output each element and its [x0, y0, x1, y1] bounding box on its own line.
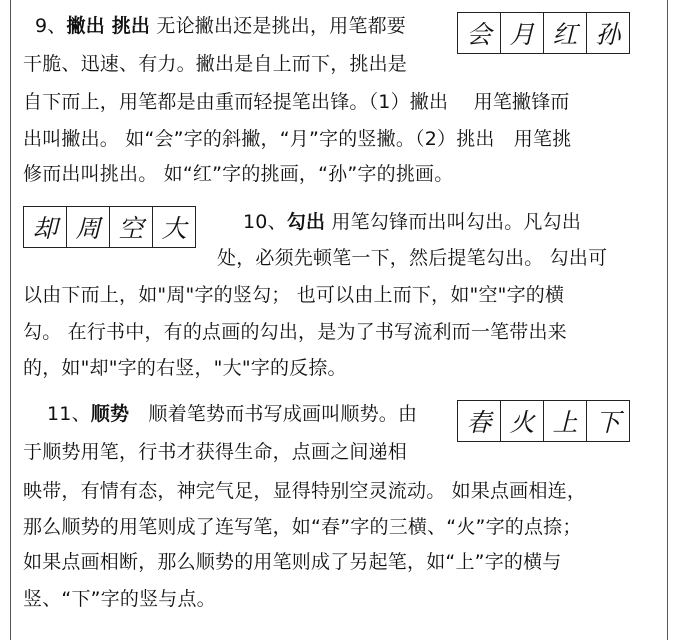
- section-11-line-1: 顺着笔势而书写成画叫顺势。由: [129, 403, 418, 425]
- section-11-line-6: 竖、“下”字的竖与点。: [23, 588, 216, 610]
- section-10-example-strip: [23, 206, 196, 248]
- example-char-chun: 春: [466, 408, 492, 437]
- section-10-line-3: 以由下而上，如"周"字的竖勾； 也可以由上而下，如"空"字的横: [23, 284, 565, 306]
- section-11-line-2: 于顺势用笔，行书才获得生命，点画之间递相: [23, 441, 408, 463]
- text-page: [10, 0, 668, 640]
- example-char-huo: 火: [500, 401, 543, 441]
- example-char-hui: 会: [466, 20, 492, 49]
- example-char-zhou: 周: [66, 207, 109, 247]
- section-9-line-2: 干脆、迅速、有力。撇出是自上而下，挑出是: [23, 53, 408, 75]
- section-11-line-3: 映带，有情有态，神完气足，显得特别空灵流动。 如果点画相连，: [23, 480, 587, 502]
- section-9-number: 9、: [35, 15, 67, 37]
- section-10-line-4: 勾。 在行书中，有的点画的勾出，是为了书写流利而一笔带出来: [23, 321, 567, 343]
- section-11-number: 11、: [47, 403, 91, 425]
- section-10-line-2: 处，必须先顿笔一下，然后提笔勾出。 勾出可: [217, 247, 608, 269]
- example-char-shang: 上: [543, 401, 586, 441]
- section-10-line-1: 用笔勾锋而出叫勾出。凡勾出: [325, 211, 582, 233]
- section-11-title: 顺势: [90, 403, 130, 425]
- section-10-heading-line: [243, 208, 581, 236]
- example-char-sun: 孙: [586, 13, 629, 53]
- section-11-line-4: 那么顺势的用笔则成了连写笔，如“春”字的三横、“火”字的点捺；: [23, 516, 582, 538]
- section-10-line-5: 的，如"却"字的右竖，"大"字的反捺。: [23, 357, 347, 379]
- section-9-heading-line: [35, 12, 406, 40]
- section-9-line-1: 无论撇出还是挑出，用笔都要: [150, 15, 406, 37]
- section-9-line-5: 修而出叫挑出。 如“红”字的挑画，“孙”字的挑画。: [23, 163, 454, 185]
- section-11-heading-line: [47, 400, 417, 428]
- section-10-title: 勾出: [286, 211, 326, 233]
- example-char-kong: 空: [109, 207, 152, 247]
- section-11-line-5: 如果点画相断，那么顺势的用笔则成了另起笔，如“上”字的横与: [23, 551, 562, 573]
- section-9-line-4: 出叫撇出。 如“会”字的斜撇，“月”字的竖撇。（2）挑出 用笔挑: [23, 128, 572, 150]
- section-10-number: 10、: [243, 211, 287, 233]
- example-char-xia: 下: [586, 401, 629, 441]
- section-9-title: 撇出 挑出: [66, 15, 151, 37]
- example-char-hong: 红: [543, 13, 586, 53]
- section-9-example-strip: [457, 12, 630, 54]
- section-9-line-3: 自下而上，用笔都是由重而轻提笔出锋。（1）撇出 用笔撇锋而: [23, 91, 570, 113]
- example-char-da: 大: [152, 207, 195, 247]
- section-11-example-strip: [457, 400, 630, 442]
- example-char-yue: 月: [500, 13, 543, 53]
- example-char-que: 却: [32, 214, 58, 243]
